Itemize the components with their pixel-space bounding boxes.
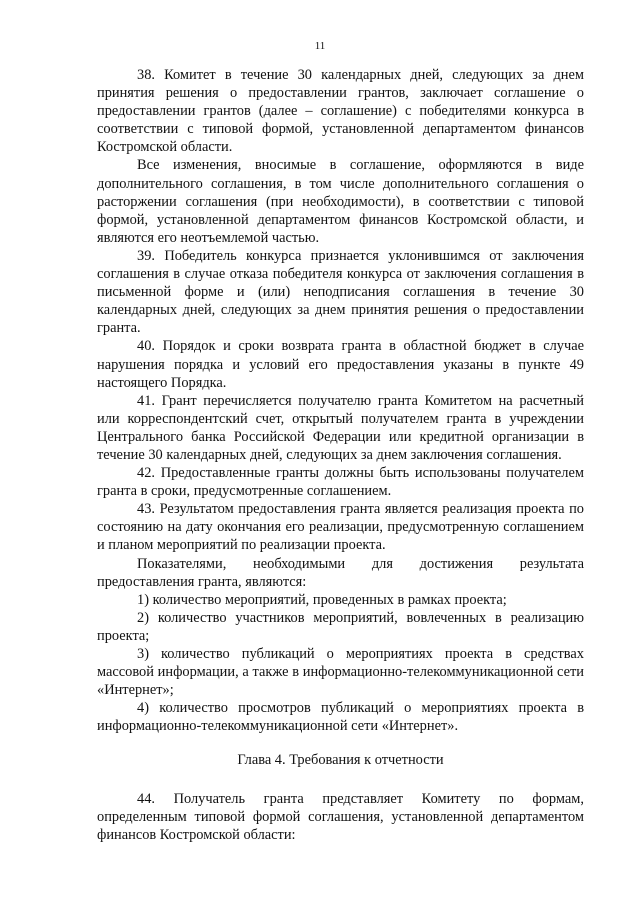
paragraph-43: 43. Результатом предоставления гранта является реализация проекта по состоянию на дату окончания его реализации, предусмотренную соглашением и планом мероприятий по реализации проекта. (97, 501, 584, 554)
paragraph-42: 42. Предоставленные гранты должны быть использованы получателем гранта в сроки, предусмотренные соглашением. (97, 465, 584, 500)
chapter-title: Глава 4. Требования к отчетности (237, 752, 444, 769)
paragraph-44: 44. Получатель гранта представляет Комитету по формам, определенным типовой формой соглашения, установленной департаментом финансов Костромской области: (97, 790, 584, 843)
list-item-4: 4) количество просмотров публикаций о мероприятиях проекта в информационно-телекоммуникационной сети «Интернет». (97, 700, 584, 735)
list-item-2: 2) количество участников мероприятий, вовлеченных в реализацию проекта; (97, 609, 584, 644)
list-item-1: 1) количество мероприятий, проведенных в рамках проекта; (137, 591, 507, 608)
document-body (97, 66, 584, 844)
paragraph-38: 38. Комитет в течение 30 календарных дней, следующих за днем принятия решения о предоставлении грантов, заключает соглашение о предоставлении грантов (далее – соглашение) с победителями конкурса в соответствии с типовой формой, установленной департаментом финансов Костромской области. (97, 67, 584, 156)
paragraph-indicators-intro: Показателями, необходимыми для достижения результата предоставления гранта, являются: (97, 555, 584, 590)
page-number: 11 (314, 40, 326, 52)
list-item-3: 3) количество публикаций о мероприятиях проекта в средствах массовой информации, а также в информационно-телекоммуникационной сети «Интернет»; (97, 646, 584, 699)
paragraph-40: 40. Порядок и сроки возврата гранта в областной бюджет в случае нарушения порядка и условий его предоставления указаны в пункте 49 настоящего Порядка. (97, 338, 584, 391)
paragraph-amendments: Все изменения, вносимые в соглашение, оформляются в виде дополнительного соглашения, в том числе дополнительного соглашения о расторжении соглашения (при необходимости), в соответствии с типовой формой, установленной департаментом финансов Костромской области, и являются его неотъемлемой частью. (97, 157, 584, 246)
paragraph-39: 39. Победитель конкурса признается уклонившимся от заключения соглашения в случае отказа победителя конкурса от заключения соглашения в письменной форме и (или) неподписания соглашения в течение 30 календарных дней, следующих за днем принятия решения о предоставлении гранта. (97, 247, 584, 337)
paragraph-41: 41. Грант перечисляется получателю гранта Комитетом на расчетный или корреспондентский счет, открытый получателем гранта в учреждении Центрального банка Российской Федерации или кредитной организации в течение 30 календарных дней, следующих за днем заключения соглашения. (97, 392, 584, 463)
